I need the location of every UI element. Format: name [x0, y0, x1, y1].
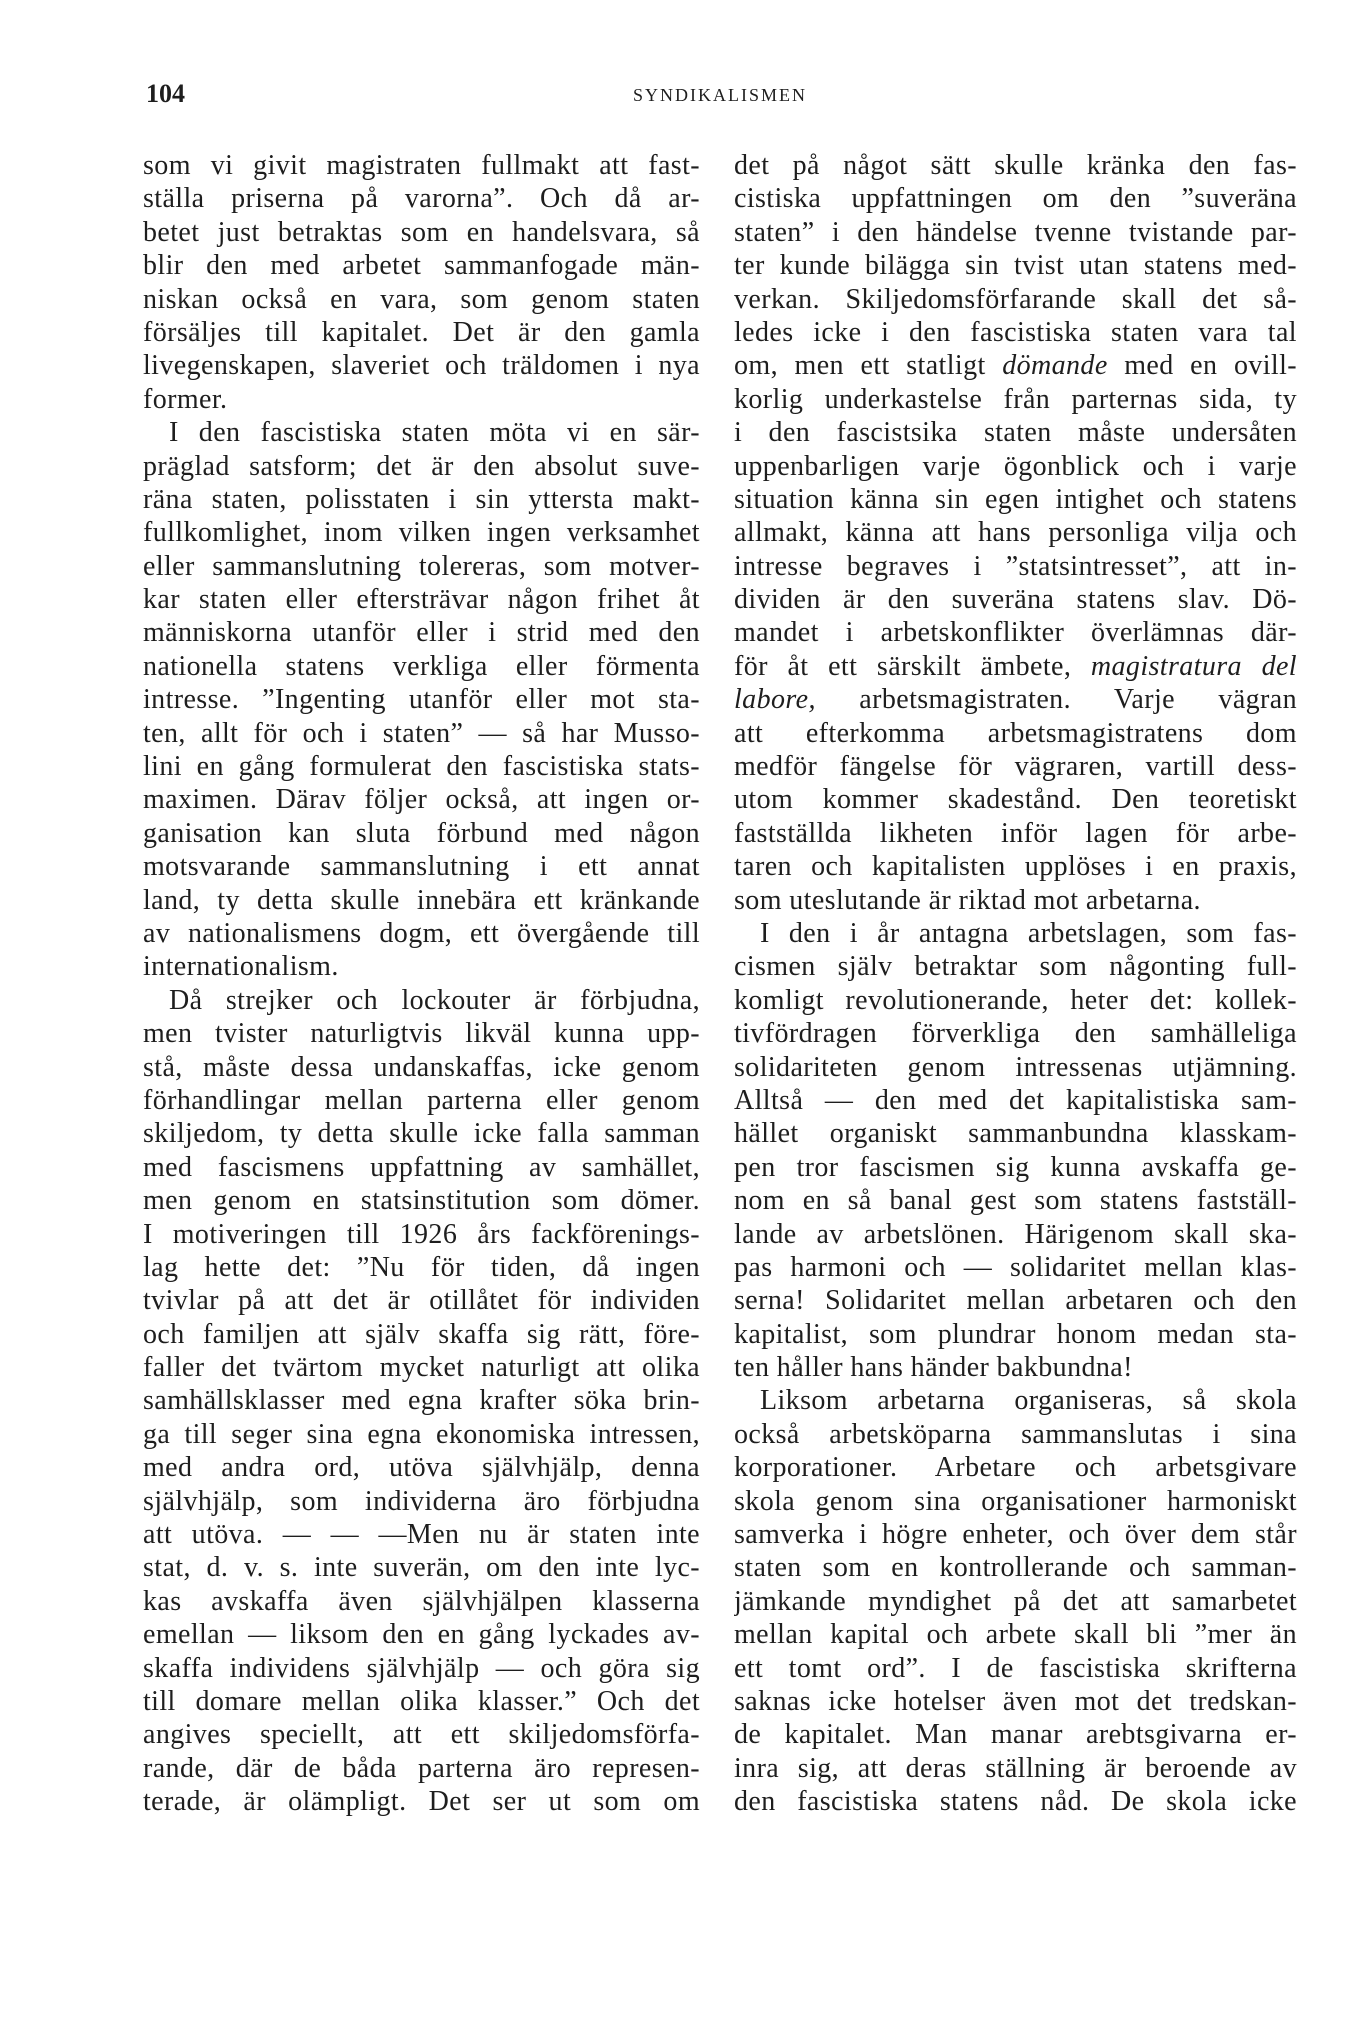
italic-text: labore,: [734, 684, 816, 716]
text-line: jämkande myndighet på det att samarbetet: [734, 1585, 1297, 1617]
text-line: ter kunde bilägga sin tvist utan statens med-: [734, 250, 1297, 282]
italic-text: magistratura del: [1090, 650, 1297, 682]
text-line: självhjälp, som individerna äro förbjudna: [143, 1485, 700, 1517]
text-line: Då strejker och lockouter är förbjudna,: [169, 984, 700, 1016]
text-line: I motiveringen till 1926 års fackförenings-: [143, 1218, 700, 1250]
right-column: [734, 149, 1297, 1819]
running-title: SYNDIKALISMEN: [633, 85, 807, 105]
text-line: pas harmoni och — solidaritet mellan klas-: [734, 1251, 1297, 1283]
text-line: som uteslutande är riktad mot arbetarna.: [734, 884, 1201, 916]
paragraph: [734, 1384, 1297, 1818]
text-line: ställa priserna på varorna”. Och då ar-: [143, 183, 700, 215]
text-line: utom kommer skadestånd. Den teoretiskt: [734, 784, 1297, 816]
text-line: tvivlar på att det är otillåtet för individen: [143, 1285, 700, 1317]
text-line: nom en så banal gest som statens fastställ-: [734, 1185, 1297, 1217]
text-line: försäljes till kapitalet. Det är den gamla: [143, 316, 700, 348]
text-line: i den fascistsika staten måste undersåten: [734, 417, 1297, 449]
text-line: niskan också en vara, som genom staten: [143, 283, 700, 315]
paragraph: [143, 984, 700, 1819]
text-line: med fascismens uppfattning av samhället,: [143, 1151, 700, 1183]
text-line: betet just betraktas som en handelsvara, så: [143, 216, 700, 248]
text-line: till domare mellan olika klasser.” Och det: [143, 1685, 700, 1717]
text-line: maximen. Därav följer också, att ingen or-: [143, 784, 700, 816]
text-line: land, ty detta skulle innebära ett kränkande: [143, 884, 700, 916]
text-line: taren och kapitalisten upplöses i en praxis,: [734, 851, 1297, 883]
text-line: saknas icke hotelser även mot det tredskan-: [734, 1685, 1297, 1717]
text-line: fullkomlighet, inom vilken ingen verksamhet: [143, 517, 700, 549]
text-line: I den i år antagna arbetslagen, som fas-: [760, 917, 1297, 949]
text-line: dividen är den suveräna statens slav. Dö-: [734, 584, 1297, 616]
left-column: [143, 149, 700, 1819]
text-line: av nationalismens dogm, ett övergående till: [143, 917, 700, 949]
text-line: också arbetsköparna sammanslutas i sina: [734, 1418, 1297, 1450]
text-segment: för åt ett särskilt ämbete,: [734, 650, 1091, 682]
text-line: solidariteten genom intressenas utjämning.: [734, 1051, 1297, 1083]
text-line: emellan — liksom den en gång lyckades av-: [143, 1619, 700, 1651]
text-line: fastställda likheten inför lagen för arbe-: [734, 817, 1297, 849]
text-line: internationalism.: [143, 951, 339, 983]
text-segment: arbetsmagistraten. Varje vägran: [815, 684, 1297, 716]
text-line: ett tomt ord”. I de fascistiska skrifterna: [734, 1652, 1297, 1684]
text-line: ganisation kan sluta förbund med någon: [143, 817, 700, 849]
paragraph: [734, 149, 1297, 917]
text-line: nationella statens verkliga eller förmenta: [143, 650, 700, 682]
text-line: mandet i arbetskonflikter överlämnas där-: [734, 617, 1297, 649]
text-line: men genom en statsinstitution som dömer.: [143, 1185, 700, 1217]
text-line: men tvister naturligtvis likväl kunna upp-: [143, 1018, 700, 1050]
text-line: serna! Solidaritet mellan arbetaren och den: [734, 1285, 1297, 1317]
text-line: kapitalist, som plundrar honom medan sta-: [734, 1318, 1297, 1350]
paragraph: [734, 917, 1297, 1384]
text-line: eller sammanslutning tolereras, som motver-: [143, 550, 700, 582]
text-line: cismen själv betraktar som någonting full-: [734, 951, 1297, 983]
text-line: hället organiskt sammanbundna klasskam-: [734, 1118, 1297, 1150]
page-header: [143, 80, 1297, 110]
text-line: och familjen att själv skaffa sig rätt, före-: [143, 1318, 700, 1350]
text-line: tivfördragen förverkliga den samhälleliga: [734, 1018, 1297, 1050]
text-line: samhällsklasser med egna krafter söka brin-: [143, 1385, 700, 1417]
text-line: intresse begraves i ”statsintresset”, att in-: [734, 550, 1297, 582]
text-line: pen tror fascismen sig kunna avskaffa ge-: [734, 1151, 1297, 1183]
text-line: allmakt, känna att hans personliga vilja och: [734, 517, 1297, 549]
text-line: terade, är olämpligt. Det ser ut som om: [143, 1786, 700, 1818]
text-line: [734, 683, 1297, 716]
text-line: medför fängelse för vägraren, vartill dess-: [734, 751, 1297, 783]
text-line: mellan kapital och arbete skall bli ”mer än: [734, 1619, 1297, 1651]
text-line: samverka i högre enheter, och över dem står: [734, 1519, 1297, 1551]
text-line: [734, 349, 1297, 382]
text-line: intresse. ”Ingenting utanför eller mot sta-: [143, 684, 700, 716]
text-line: livegenskapen, slaveriet och träldomen i nya: [143, 350, 700, 382]
text-line: staten” i den händelse tvenne tvistande par-: [734, 216, 1297, 248]
text-line: skaffa individens självhjälp — och göra sig: [143, 1652, 700, 1684]
text-line: former.: [143, 383, 228, 415]
text-line: faller det tvärtom mycket naturligt att olika: [143, 1352, 700, 1384]
text-line: stå, måste dessa undanskaffas, icke genom: [143, 1051, 700, 1083]
text-line: I den fascistiska staten möta vi en sär-: [169, 417, 700, 449]
paragraph: [143, 149, 700, 416]
text-line: komligt revolutionerande, heter det: kollek-: [734, 984, 1297, 1016]
text-line: rande, där de båda parterna äro represen-: [143, 1752, 700, 1784]
text-segment: om, men ett statligt: [734, 350, 1003, 382]
text-line: att efterkomma arbetsmagistratens dom: [734, 717, 1297, 749]
text-line: den fascistiska statens nåd. De skola icke: [734, 1786, 1297, 1818]
text-line: Liksom arbetarna organiseras, så skola: [760, 1385, 1297, 1417]
text-line: ledes icke i den fascistiska staten vara tal: [734, 316, 1297, 348]
paragraph: [143, 416, 700, 984]
text-line: inra sig, att deras ställning är beroende av: [734, 1752, 1297, 1784]
italic-text: dömande: [1002, 350, 1108, 382]
text-line: räna staten, polisstaten i sin yttersta makt-: [143, 483, 700, 515]
text-line: [734, 650, 1297, 683]
text-line: motsvarande sammanslutning i ett annat: [143, 851, 700, 883]
text-line: lini en gång formulerat den fascistiska stats-: [143, 751, 700, 783]
text-line: ten håller hans händer bakbundna!: [734, 1352, 1133, 1384]
text-line: uppenbarligen varje ögonblick och i varje: [734, 450, 1297, 482]
text-line: korlig underkastelse från parternas sida, ty: [734, 383, 1297, 415]
text-line: människorna utanför eller i strid med den: [143, 617, 700, 649]
text-line: angives speciellt, att ett skiljedomsförfa-: [143, 1719, 700, 1751]
text-line: skiljedom, ty detta skulle icke falla samman: [143, 1118, 700, 1150]
text-line: lande av arbetslönen. Härigenom skall ska-: [734, 1218, 1297, 1250]
text-line: kas avskaffa även självhjälpen klasserna: [143, 1585, 700, 1617]
text-line: förhandlingar mellan parterna eller genom: [143, 1084, 700, 1116]
page-number: 104: [146, 79, 185, 108]
text-line: ten, allt för och i staten” — så har Musso-: [143, 717, 700, 749]
text-line: som vi givit magistraten fullmakt att fast-: [143, 150, 700, 181]
text-line: att utöva. — — —Men nu är staten inte: [143, 1519, 700, 1551]
text-line: ga till seger sina egna ekonomiska intressen,: [143, 1418, 700, 1450]
text-line: stat, d. v. s. inte suverän, om den inte lyc-: [143, 1552, 700, 1584]
text-line: Alltså — den med det kapitalistiska sam-: [734, 1084, 1297, 1116]
text-line: blir den med arbetet sammanfogade män-: [143, 250, 700, 282]
text-line: cistiska uppfattningen om den ”suveräna: [734, 183, 1297, 215]
text-segment: med en ovill-: [1107, 350, 1297, 382]
text-line: präglad satsform; det är den absolut suve-: [143, 450, 700, 482]
text-line: skola genom sina organisationer harmoniskt: [734, 1485, 1297, 1517]
text-line: staten som en kontrollerande och samman-: [734, 1552, 1297, 1584]
text-line: lag hette det: ”Nu för tiden, då ingen: [143, 1251, 700, 1283]
text-line: korporationer. Arbetare och arbetsgivare: [734, 1452, 1297, 1484]
text-line: det på något sätt skulle kränka den fas-: [734, 150, 1297, 181]
text-line: kar staten eller eftersträvar någon frihet åt: [143, 584, 700, 616]
text-line: situation känna sin egen intighet och statens: [734, 483, 1297, 515]
text-line: de kapitalet. Man manar arebtsgivarna er-: [734, 1719, 1297, 1751]
text-line: verkan. Skiljedomsförfarande skall det så-: [734, 283, 1297, 315]
text-line: med andra ord, utöva självhjälp, denna: [143, 1452, 700, 1484]
